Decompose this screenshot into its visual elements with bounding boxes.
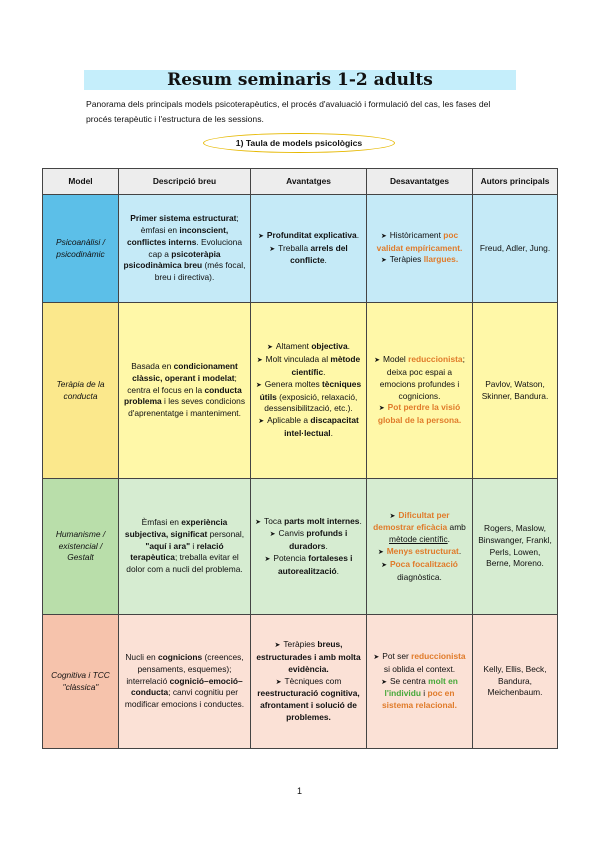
text-run: . <box>347 341 350 352</box>
arrow-bullet-icon: ➤ <box>275 678 282 686</box>
text-run: Històricament <box>389 229 444 240</box>
bullet-item <box>371 676 468 712</box>
page-number: 1 <box>296 786 302 796</box>
cell-model: Teràpia de la conducta <box>43 303 119 479</box>
text-run: ; èmfasi en <box>140 213 239 235</box>
bullet-item <box>255 354 362 379</box>
cell-disadvantages <box>367 615 473 749</box>
arrow-bullet-icon: ➤ <box>256 357 263 365</box>
text-run: . Evoluciona cap a <box>148 236 242 259</box>
header-description: Descripció breu <box>119 169 251 195</box>
text-run: Se centra <box>389 675 429 686</box>
arrow-bullet-icon: ➤ <box>373 654 380 661</box>
text-run: i <box>190 540 197 551</box>
arrow-bullet-icon: ➤ <box>255 518 262 526</box>
text-run: . <box>330 427 333 438</box>
bullet-item <box>255 230 362 243</box>
document-title: Resum seminaris 1-2 adults <box>84 70 516 90</box>
text-run: Poca focalització <box>389 558 458 569</box>
cell-advantages <box>251 479 367 615</box>
text-run: ; deixa poc espai a emocions profundes i cognicions. <box>379 354 465 401</box>
text-run: reduccionista <box>408 354 463 365</box>
text-run: condicionament clàssic, operant i modelat <box>132 361 238 383</box>
text-run: Genera moltes <box>264 378 323 389</box>
text-run: Altament <box>275 341 312 352</box>
text-run: profunds i duradors <box>289 528 348 552</box>
bullet-item <box>255 341 362 354</box>
text-run: . <box>325 541 328 552</box>
arrow-bullet-icon: ➤ <box>264 555 271 563</box>
header-model: Model <box>43 169 119 195</box>
bullet-item <box>371 354 468 402</box>
text-run: mètode científic <box>389 534 448 545</box>
text-run: Molt vinculada al <box>265 354 331 365</box>
text-run: Primer sistema estructurat <box>130 213 237 224</box>
bullet-item <box>371 402 468 427</box>
cell-description <box>119 615 251 749</box>
text-run: Potencia <box>273 552 309 563</box>
arrow-bullet-icon: ➤ <box>380 232 387 240</box>
bullet-item <box>371 559 468 584</box>
arrow-bullet-icon: ➤ <box>389 512 396 520</box>
arrow-bullet-icon: ➤ <box>377 549 384 556</box>
text-run: si oblida el context. <box>383 663 456 674</box>
text-run: reduccionista <box>411 651 466 661</box>
cell-model: Psicoanàlisi / psicodinàmic <box>43 195 119 303</box>
text-run: Canvis <box>278 528 307 539</box>
bullet-item <box>371 254 468 267</box>
text-run: (exposició, relaxació, dessensibilització, etc.). <box>264 391 358 414</box>
text-run: i les seves condicions d'aprenentatge i manteniment. <box>128 396 246 419</box>
cell-advantages <box>251 615 367 749</box>
text-run: Toca <box>264 515 285 526</box>
arrow-bullet-icon: ➤ <box>258 418 265 426</box>
bullet-item <box>255 639 362 675</box>
cell-model: Humanisme / existencial / Gestalt <box>43 479 119 615</box>
text-run: . <box>460 242 463 253</box>
text-run: . <box>458 546 462 556</box>
text-run: ; canvi cognitiu per modificar emocions i conductes. <box>124 687 245 710</box>
text-run: Menys estructurat <box>386 546 459 556</box>
text-run: molt en l'individu <box>384 675 458 699</box>
text-run: Teràpies <box>283 639 318 650</box>
bullet-item <box>371 546 468 559</box>
cell-authors: Rogers, Maslow, Binswanger, Frankl, Perls, Lowen, Berne, Moreno. <box>473 479 558 615</box>
bullet-item <box>371 230 468 255</box>
arrow-bullet-icon: ➤ <box>267 344 273 352</box>
text-run: . <box>359 515 362 526</box>
text-run: . <box>454 700 457 711</box>
bullet-item <box>255 676 362 724</box>
text-run: . <box>356 229 360 240</box>
bullet-item <box>255 379 362 415</box>
cell-advantages <box>251 303 367 479</box>
text-run: i <box>420 688 428 699</box>
arrow-bullet-icon: ➤ <box>269 531 276 539</box>
text-run: Pot ser <box>382 651 412 661</box>
text-run: psicoteràpia psicodinàmica breu <box>123 248 221 271</box>
text-run: Treballa <box>278 242 311 253</box>
cell-authors: Kelly, Ellis, Beck, Bandura, Meichenbaum. <box>473 615 558 749</box>
cell-disadvantages <box>367 303 473 479</box>
cell-authors: Freud, Adler, Jung. <box>473 195 558 303</box>
arrow-bullet-icon: ➤ <box>374 357 380 365</box>
text-run: . <box>455 254 459 265</box>
arrow-bullet-icon: ➤ <box>378 405 385 413</box>
arrow-bullet-icon: ➤ <box>274 642 281 650</box>
cell-model: Cognitiva i TCC "clàssica" <box>43 615 119 749</box>
text-run: (creences, pensaments, esquemes); interrelació <box>126 652 244 686</box>
text-run: Èmfasi en <box>141 517 182 527</box>
table-row <box>43 195 558 303</box>
text-run: parts molt internes <box>284 515 360 526</box>
text-run: relació terapèutica <box>130 540 224 563</box>
text-run: ; treballa evitar el dolor com a nucli del problema. <box>126 552 243 575</box>
cell-disadvantages <box>367 479 473 615</box>
cell-advantages <box>251 195 367 303</box>
cell-disadvantages <box>367 195 473 303</box>
arrow-bullet-icon: ➤ <box>269 245 276 253</box>
text-run: llargues <box>423 254 456 265</box>
bullet-item <box>371 510 468 546</box>
text-run: cognició–emoció–conducta <box>130 675 243 698</box>
section-label: 1) Taula de models psicològics <box>203 133 395 153</box>
text-run: personal, <box>207 528 245 539</box>
text-run: Dificultat per demostrar eficàcia <box>373 509 450 533</box>
text-run: ; centra el focus en la <box>127 372 237 395</box>
text-run: Model <box>382 354 409 365</box>
cell-description <box>119 195 251 303</box>
header-disadvantages: Desavantatges <box>367 169 473 195</box>
text-run: Nucli en <box>125 652 158 662</box>
text-run: . <box>336 565 339 576</box>
table-row <box>43 303 558 479</box>
bullet-item <box>371 651 468 676</box>
text-run: . <box>323 366 326 377</box>
text-run: inconscient, conflictes interns <box>127 224 229 247</box>
arrow-bullet-icon: ➤ <box>255 381 262 389</box>
text-run: (més focal, breu i directiva). <box>154 260 246 283</box>
arrow-bullet-icon: ➤ <box>257 232 264 240</box>
text-run: mètode científic <box>291 354 361 377</box>
text-run: cognicions <box>157 652 203 662</box>
text-run: breus, estructurades i amb molta evidència. <box>256 639 361 674</box>
cell-description <box>119 303 251 479</box>
text-run: objectiva <box>311 341 348 352</box>
text-run: poc en sistema relacional <box>382 688 455 711</box>
text-run: poc validat empíricament <box>376 229 460 253</box>
bullet-item <box>255 415 362 440</box>
text-run: Aplicable a <box>267 415 311 426</box>
text-run: fortaleses i autorealització <box>278 552 353 576</box>
bullet-item <box>255 553 362 578</box>
text-run: . <box>324 255 327 266</box>
header-authors: Autors principals <box>473 169 558 195</box>
text-run: arrels del conflicte <box>290 242 348 266</box>
bullet-item <box>255 528 362 553</box>
cell-description <box>119 479 251 615</box>
text-run: experiència subjectiva, significat <box>124 517 228 539</box>
text-run: tècniques útils <box>259 378 362 402</box>
text-run: conducta problema <box>123 384 242 407</box>
arrow-bullet-icon: ➤ <box>381 678 387 686</box>
text-run: diagnòstica. <box>397 571 442 582</box>
text-run: . <box>447 534 450 545</box>
bullet-item <box>255 516 362 529</box>
text-run: Profunditat explicativa <box>266 229 357 240</box>
text-run: reestructuració cognitiva, afrontament i solució de problemes. <box>257 688 360 722</box>
text-run: Teràpies <box>389 254 424 265</box>
intro-paragraph: Panorama dels principals models psicoterapèutics, el procés d'avaluació i formulació del cas, les fases del procés terapèutic i l'estructura de les sessions. <box>86 99 491 124</box>
table-header-row <box>43 169 558 195</box>
text-run: Tècniques com <box>284 675 342 686</box>
text-run: Basada en <box>131 361 174 371</box>
text-run: discapacitat intel·lectual <box>284 415 359 438</box>
table-row <box>43 615 558 749</box>
arrow-bullet-icon: ➤ <box>381 561 387 569</box>
table-row <box>43 479 558 615</box>
cell-authors: Pavlov, Watson, Skinner, Bandura. <box>473 303 558 479</box>
arrow-bullet-icon: ➤ <box>380 257 387 265</box>
text-run: amb <box>447 522 466 533</box>
header-advantages: Avantatges <box>251 169 367 195</box>
bullet-item <box>255 243 362 268</box>
text-run: "aquí i ara" <box>145 540 191 551</box>
text-run: Pot perdre la visió global de la persona. <box>377 402 462 426</box>
models-table <box>42 168 558 749</box>
